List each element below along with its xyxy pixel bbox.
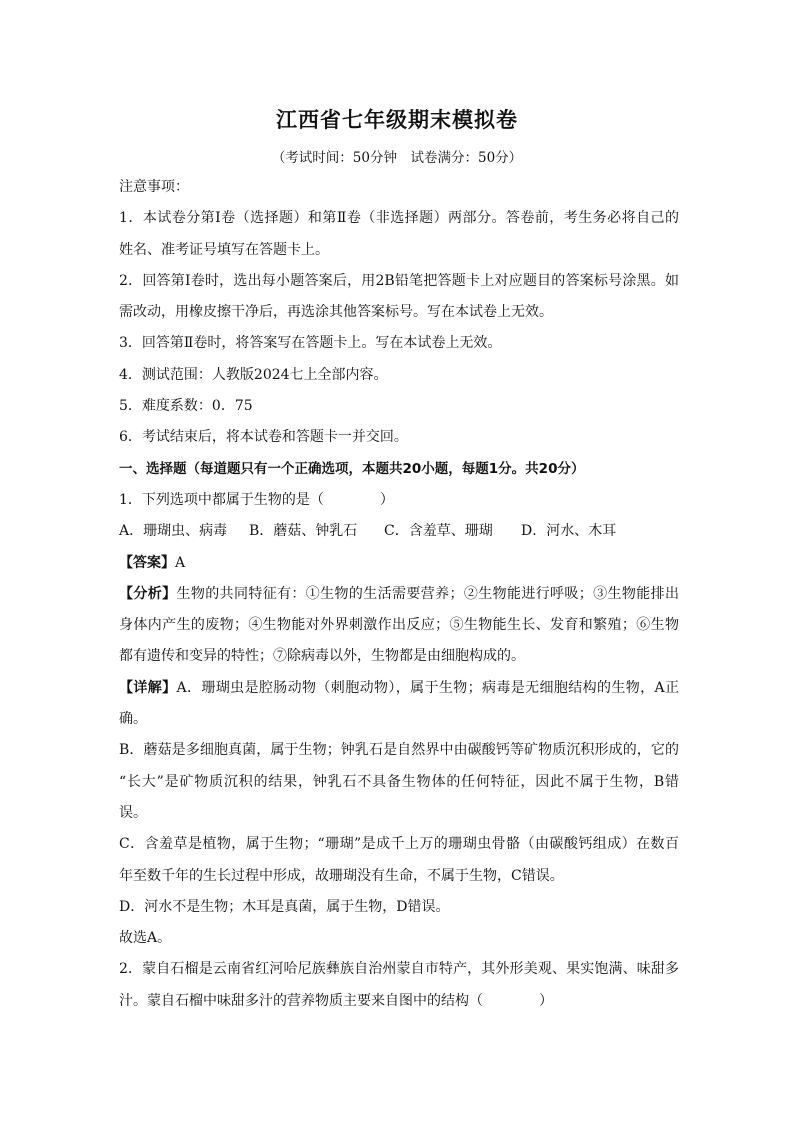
analysis-text-1: 生物的共同特征有：①生物的生活需要营养；②生物能进行呼吸；③生物能排出	[176, 585, 680, 602]
question-1-options	[119, 520, 679, 551]
detail-line-2: 确。	[119, 711, 147, 728]
answer-label: 【答案】	[119, 554, 175, 571]
detail-line-8: D．河水不是生物；木耳是真菌，属于生物，D错误。	[119, 898, 450, 915]
option-c: C．含羞草、珊瑚	[384, 523, 493, 540]
detail-line-3: B．蘑菇是多细胞真菌，属于生物；钟乳石是自然界中由碳酸钙等矿物质沉积形成的，它的	[119, 742, 679, 759]
exam-subtitle: （考试时间：50分钟 试卷满分：50分）	[271, 150, 523, 166]
note-1-line-1: 1．本试卷分第Ⅰ卷（选择题）和第Ⅱ卷（非选择题）两部分。答卷前，考生务必将自己的	[119, 210, 679, 227]
analysis-line-1	[119, 583, 679, 614]
detail-line-4: “长大”是矿物质沉积的结果，钟乳石不具备生物体的任何特征，因此不属于生物，B错	[119, 773, 679, 790]
detail-line-5: 误。	[119, 804, 147, 821]
question-1-stem: 1．下列选项中都属于生物的是（ ）	[119, 491, 394, 508]
question-2-stem-line-2: 汁。蒙自石榴中味甜多汁的营养物质主要来自图中的结构（ ）	[119, 992, 553, 1009]
detail-line-6: C．含羞草是植物，属于生物；“珊瑚”是成千上万的珊瑚虫骨骼（由碳酸钙组成）在数百	[119, 836, 679, 853]
note-2-line-2: 需改动，用橡皮擦干净后，再选涂其他答案标号。写在本试卷上无效。	[119, 304, 553, 321]
detail-text-1: A．珊瑚虫是腔肠动物（刺胞动物），属于生物；病毒是无细胞结构的生物，A正	[176, 679, 680, 696]
option-b: B．蘑菇、钟乳石	[249, 523, 358, 540]
analysis-label: 【分析】	[119, 585, 177, 602]
note-5: 5．难度系数：0．75	[119, 398, 253, 415]
note-4: 4．测试范围：人教版2024七上全部内容。	[119, 366, 388, 383]
detail-line-7: 年至数千年的生长过程中形成，故珊瑚没有生命，不属于生物，C错误。	[119, 867, 564, 884]
question-2-stem-line-1: 2．蒙自石榴是云南省红河哈尼族彝族自治州蒙自市特产，其外形美观、果实饱满、味甜多	[119, 961, 679, 978]
option-d: D．河水、木耳	[521, 523, 617, 540]
section-heading: 一、选择题（每道题只有一个正确选项，本题共20小题，每题1分。共20分）	[119, 460, 585, 477]
detail-label: 【详解】	[119, 679, 177, 696]
analysis-line-3: 都有遗传和变异的特性；⑦除病毒以外，生物都是由细胞构成的。	[119, 648, 525, 665]
answer-value: A	[175, 554, 186, 571]
answer-line	[119, 552, 679, 583]
option-a: A．珊瑚虫、病毒	[119, 523, 228, 540]
analysis-line-2: 身体内产生的废物；④生物能对外界刺激作出反应；⑤生物能生长、发育和繁殖；⑥生物	[119, 617, 679, 634]
note-1-line-2: 姓名、准考证号填写在答题卡上。	[119, 241, 329, 258]
detail-line-9: 故选A。	[119, 930, 172, 947]
notes-heading: 注意事项：	[119, 179, 189, 195]
detail-line-1	[119, 677, 679, 708]
note-2-line-1: 2．回答第Ⅰ卷时，选出每小题答案后，用2B铅笔把答题卡上对应题目的答案标号涂黑。如	[119, 272, 679, 289]
page-title: 江西省七年级期末模拟卷	[276, 108, 518, 132]
exam-body	[119, 176, 679, 1021]
note-6: 6．考试结束后，将本试卷和答题卡一并交回。	[119, 429, 408, 446]
note-3: 3．回答第Ⅱ卷时，将答案写在答题卡上。写在本试卷上无效。	[119, 335, 502, 352]
